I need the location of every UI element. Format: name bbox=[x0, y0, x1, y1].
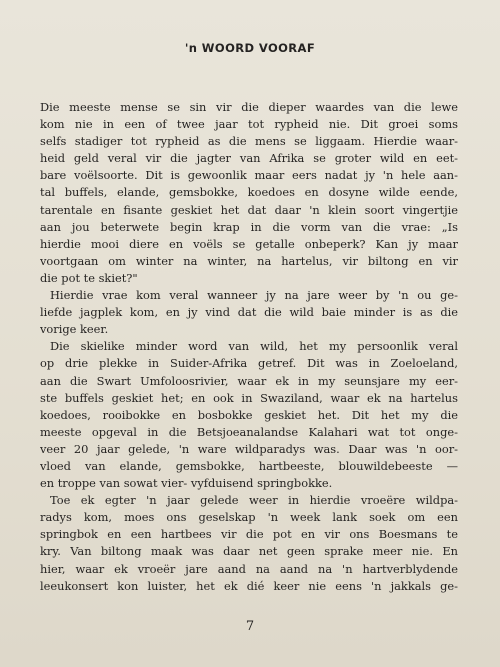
text-line: op drie plekke in Suider-Afrika getref. Dit was in Zoeloeland, bbox=[40, 356, 458, 371]
paragraph bbox=[40, 99, 458, 287]
text-line: Hierdie vrae kom veral wanneer jy na jare weer by 'n ou ge- bbox=[50, 288, 458, 303]
text-line: Die skielike minder word van wild, het my persoonlik veral bbox=[50, 339, 458, 354]
text-line: aan die Swart Umfoloosrivier, waar ek in my seunsjare my eer- bbox=[40, 373, 458, 388]
text-line: bare voëlsoorte. Dit is gewoonlik maar eers nadat jy 'n hele aan- bbox=[40, 168, 458, 183]
text-line: springbok en een hartbees vir die pot en vir ons Boesmans te bbox=[40, 527, 458, 542]
text-line: kom nie in een of twee jaar tot rypheid nie. Dit groei soms bbox=[40, 117, 458, 132]
text-line: meeste opgeval in die Betsjoeanalandse Kalahari wat tot onge- bbox=[40, 424, 458, 439]
body-text bbox=[40, 99, 458, 595]
text-line: radys kom, moes ons geselskap 'n week lank soek om een bbox=[40, 510, 458, 525]
page-number: 7 bbox=[245, 619, 255, 634]
paragraph bbox=[40, 492, 458, 595]
text-line: koedoes, rooibokke en bosbokke geskiet het. Dit het my die bbox=[40, 407, 458, 422]
text-line: Toe ek egter 'n jaar gelede weer in hierdie vroeëre wildpa- bbox=[50, 493, 458, 508]
text-line: kry. Van biltong maak was daar net geen sprake meer nie. En bbox=[40, 544, 458, 559]
text-line: vloed van elande, gemsbokke, hartbeeste, blouwildebeeste — bbox=[40, 458, 458, 473]
text-line: en troppe van sowat vier- vyfduisend springbokke. bbox=[40, 476, 333, 491]
text-line: liefde jagplek kom, en jy vind dat die wild baie minder is as die bbox=[40, 305, 458, 320]
text-line: heid geld veral vir die jagter van Afrika se groter wild en eet- bbox=[40, 151, 458, 166]
text-line: die pot te skiet?" bbox=[40, 270, 138, 285]
text-line: tal buffels, elande, gemsbokke, koedoes en dosyne wilde eende, bbox=[40, 185, 458, 200]
text-line: leeukonsert kon luister, het ek dié keer nie eens 'n jakkals ge- bbox=[40, 578, 458, 593]
text-line: selfs stadiger tot rypheid as die mens se liggaam. Hierdie waar- bbox=[40, 134, 458, 149]
text-line: aan jou beterwete begin krap in die vorm van die vrae: „Is bbox=[40, 219, 458, 234]
text-line: veer 20 jaar gelede, 'n ware wildparadys was. Daar was 'n oor- bbox=[40, 441, 458, 456]
text-line: voortgaan om winter na winter, na hartelus, vir biltong en vir bbox=[40, 253, 458, 268]
text-line: tarentale en fisante geskiet het dat daar 'n klein soort vingertjie bbox=[40, 202, 458, 217]
text-line: vorige keer. bbox=[40, 322, 109, 337]
text-line: hierdie mooi diere en voëls se getalle onbeperk? Kan jy maar bbox=[40, 236, 458, 251]
paragraph bbox=[40, 287, 458, 338]
text-line: ste buffels geskiet het; en ook in Swaziland, waar ek na hartelus bbox=[40, 390, 458, 405]
page-heading: 'n WOORD VOORAF bbox=[184, 41, 316, 55]
text-line: hier, waar ek vroeër jare aand na aand na 'n hartverblydende bbox=[40, 561, 458, 576]
paragraph bbox=[40, 338, 458, 492]
text-line: Die meeste mense se sin vir die dieper waardes van die lewe bbox=[40, 100, 458, 114]
